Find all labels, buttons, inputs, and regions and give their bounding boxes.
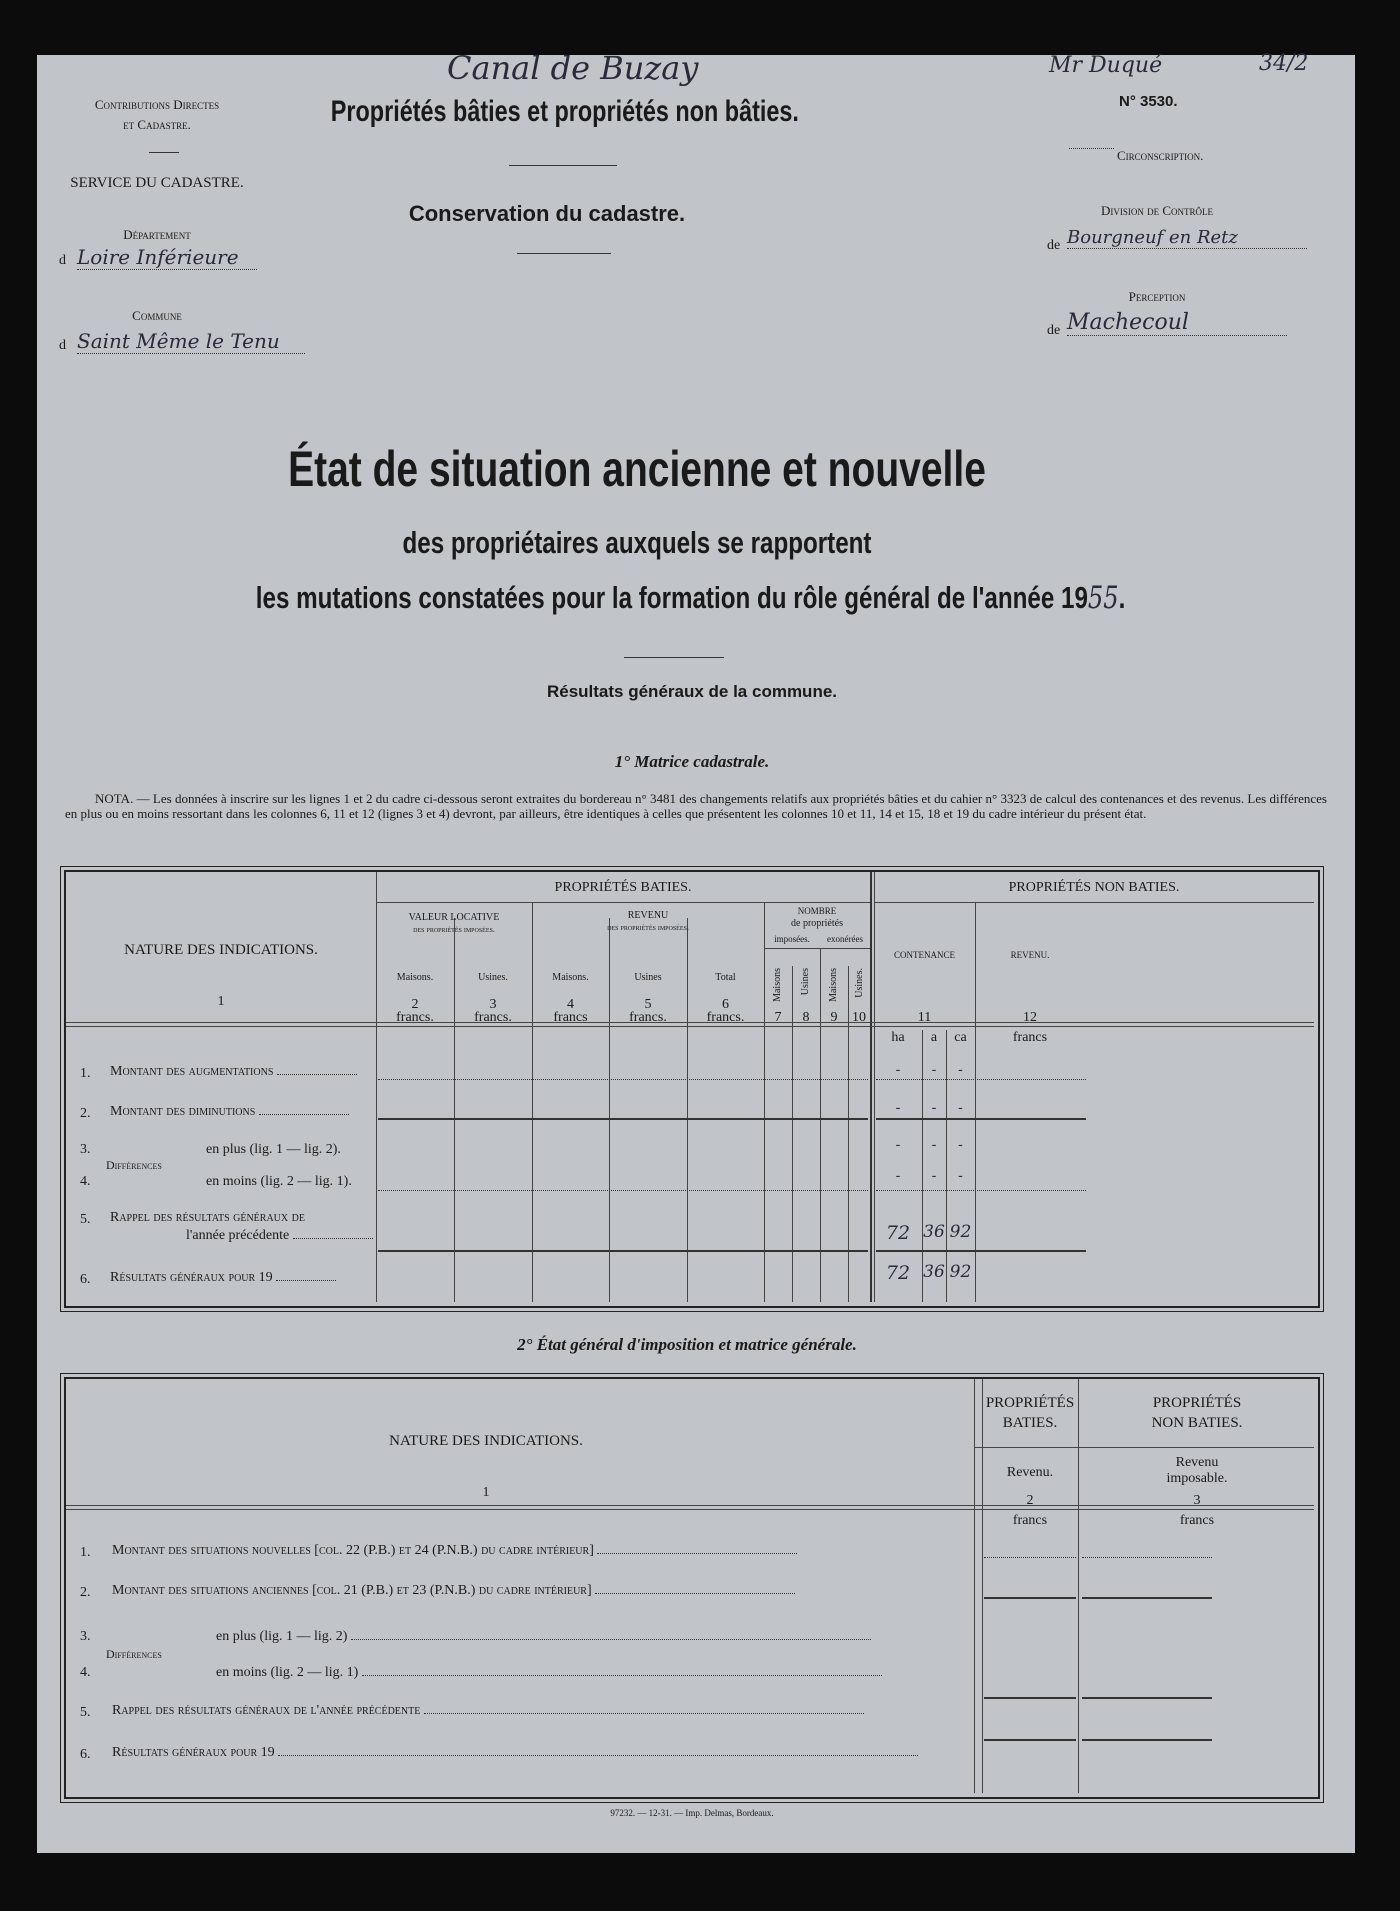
- nombre-sub: de propriétés: [791, 918, 843, 929]
- col11-num: 11: [917, 1010, 932, 1025]
- nombre-header: NOMBRE: [797, 906, 837, 916]
- row1-label: [110, 1064, 357, 1080]
- r3-ha: -: [895, 1137, 901, 1153]
- s2-col1-num: 1: [482, 1485, 490, 1500]
- col2-num: 2: [411, 997, 419, 1012]
- r2-ca: -: [958, 1100, 963, 1116]
- row6-text: Résultats généraux pour 19: [110, 1270, 273, 1285]
- col8-num: 8: [802, 1010, 810, 1025]
- col3-unit: francs.: [474, 1010, 512, 1025]
- col1-num: 1: [217, 994, 225, 1009]
- valeur-header: VALEUR LOCATIVE: [408, 912, 500, 923]
- document-header-title: Propriétés bâties et propriétés non bâties.: [330, 95, 799, 128]
- s2-row1-text: Montant des situations nouvelles [col. 22 (P.B.) et 24 (P.N.B.) du cadre intérieur]: [112, 1543, 594, 1558]
- r3-ca: -: [958, 1137, 963, 1153]
- commune-prefix: d: [59, 338, 66, 353]
- s2-row3-num: 3.: [80, 1629, 91, 1644]
- r5-ca: 92: [949, 1222, 972, 1242]
- col11-unit-ha: ha: [891, 1030, 905, 1045]
- perception-label: Perception: [1128, 289, 1186, 304]
- col12-unit: francs: [1012, 1030, 1048, 1045]
- s2-diff-label: Différences: [106, 1647, 162, 1661]
- col7-num: 7: [774, 1010, 782, 1025]
- perception-prefix: de: [1047, 323, 1061, 338]
- departement-label: Département: [123, 227, 191, 242]
- document-page: [37, 49, 1355, 1853]
- col2-label: Maisons.: [396, 972, 434, 983]
- row2-num: 2.: [80, 1106, 91, 1121]
- row6-label: [110, 1270, 336, 1286]
- r4-ca: -: [958, 1168, 963, 1184]
- col5-label: Usines: [634, 972, 662, 983]
- col2-unit: francs.: [396, 1010, 434, 1025]
- r1-ca: -: [958, 1062, 963, 1078]
- valeur-sub: des propriétés imposées.: [413, 925, 495, 934]
- main-title-wrap: [137, 440, 1137, 498]
- col5-unit: francs.: [629, 1010, 667, 1025]
- commune-label: Commune: [132, 308, 182, 323]
- departement-prefix: d: [59, 253, 66, 268]
- divider: [509, 165, 617, 166]
- center-title-wrap: [267, 95, 847, 129]
- s2-row3-text: en plus (lig. 1 — lig. 2): [216, 1629, 348, 1644]
- s2-col1-header: NATURE DES INDICATIONS.: [389, 1433, 583, 1449]
- division-prefix: de: [1047, 238, 1061, 253]
- r1-ha: -: [895, 1062, 901, 1078]
- printer-footer: 97232. — 12-31. — Imp. Delmas, Bordeaux.: [610, 1808, 774, 1818]
- s2-pb-sub: Revenu.: [1006, 1465, 1054, 1480]
- revenu-pnb-header: REVENU.: [1010, 950, 1050, 960]
- row3-text: en plus (lig. 1 — lig. 2).: [206, 1142, 341, 1157]
- r1-a: -: [931, 1062, 937, 1078]
- row5-text2: l'année précédente: [186, 1228, 290, 1243]
- perception-value: Machecoul: [1067, 310, 1287, 336]
- row5-text: Rappel des résultats généraux de: [110, 1210, 305, 1225]
- handwritten-canal: Canal de Buzay: [447, 49, 699, 87]
- col4-label: Maisons.: [552, 972, 589, 983]
- row2-text: Montant des diminutions: [110, 1104, 256, 1119]
- r6-ha: 72: [885, 1262, 911, 1284]
- pb-header: PROPRIÉTÉS BATIES.: [554, 880, 692, 895]
- conservation-title: Conservation du cadastre.: [408, 201, 686, 226]
- s2-row5-num: 5.: [80, 1705, 91, 1720]
- row5-num: 5.: [80, 1212, 91, 1227]
- r2-a: -: [931, 1100, 937, 1116]
- divider: [624, 657, 724, 658]
- r5-a: 36: [923, 1222, 945, 1242]
- pnb-header: PROPRIÉTÉS NON BATIES.: [1008, 880, 1180, 895]
- division-label: Division de Contrôle: [1100, 203, 1214, 218]
- divider: [149, 152, 179, 153]
- row2-label: [110, 1104, 349, 1120]
- s2-row6-num: 6.: [80, 1747, 91, 1762]
- diff-label: Différences: [106, 1158, 162, 1172]
- r4-ha: -: [895, 1168, 901, 1184]
- administration-name: Contributions Directes: [94, 97, 220, 112]
- main-title: État de situation ancienne et nouvelle: [288, 441, 986, 497]
- col11-unit-ca: ca: [954, 1030, 967, 1045]
- col9-num: 9: [830, 1010, 838, 1025]
- col3-label: Usines.: [478, 972, 508, 983]
- revenu-header: REVENU: [627, 910, 669, 921]
- s2-row3-label: [216, 1629, 871, 1645]
- circonscription-label: Circonscription.: [1117, 148, 1204, 163]
- s2-row4-num: 4.: [80, 1665, 91, 1680]
- s2-pnb-unit: francs: [1179, 1513, 1215, 1528]
- service-label: SERVICE DU CADASTRE.: [70, 175, 244, 191]
- col6-unit: francs.: [706, 1010, 745, 1025]
- col10-label: Usines.: [854, 968, 865, 998]
- imposees-label: imposées.: [774, 934, 810, 944]
- s2-row5-text: Rappel des résultats généraux de l'année précédente: [112, 1703, 421, 1718]
- s2-row4-text: en moins (lig. 2 — lig. 1): [216, 1665, 359, 1680]
- s2-pb-unit: francs: [1012, 1513, 1048, 1528]
- row5-label2: [186, 1228, 373, 1244]
- s2-pnb-sub: Revenu imposable.: [1166, 1455, 1228, 1486]
- divider: [517, 253, 611, 254]
- row1-text: Montant des augmentations: [110, 1064, 274, 1079]
- r4-a: -: [931, 1168, 937, 1184]
- s2-row6-text: Résultats généraux pour 19: [112, 1745, 275, 1760]
- col6-label: Total: [715, 972, 736, 983]
- main-subtitle-2: les mutations constatées pour la formation du rôle général de l'année 19: [255, 580, 1088, 615]
- col4-unit: francs: [553, 1010, 588, 1025]
- section2-title: 2° État général d'imposition et matrice générale.: [517, 1335, 857, 1354]
- s2-row6-label: [112, 1745, 918, 1761]
- revenu-sub: des propriétés imposées.: [607, 923, 689, 932]
- r3-a: -: [931, 1137, 937, 1153]
- year-handwritten: 55: [1087, 580, 1119, 616]
- s2-row2-num: 2.: [80, 1585, 91, 1600]
- form-number: N° 3530.: [1119, 93, 1178, 110]
- s2-pb-header: PROPRIÉTÉS BATIES.: [985, 1395, 1075, 1431]
- r5-ha: 72: [885, 1222, 911, 1244]
- row1-num: 1.: [80, 1066, 91, 1081]
- r6-ca: 92: [949, 1262, 972, 1282]
- contenance-header: CONTENANCE: [894, 950, 955, 960]
- col4-num: 4: [567, 997, 574, 1012]
- handwritten-number: 34/2: [1259, 51, 1309, 76]
- s2-row4-label: [216, 1665, 882, 1681]
- col8-label: Usines: [800, 968, 811, 996]
- col12-num: 12: [1023, 1010, 1037, 1025]
- col11-unit-a: a: [930, 1030, 938, 1045]
- r2-ha: -: [895, 1100, 901, 1116]
- section1-title: 1° Matrice cadastrale.: [614, 752, 770, 771]
- header-left-block: [77, 95, 237, 135]
- matrice-table: [64, 870, 1320, 1308]
- handwritten-name: Mr Duqué: [1049, 53, 1163, 78]
- commune-value: Saint Même le Tenu: [77, 329, 305, 354]
- col7-label: Maisons: [772, 968, 783, 1002]
- title-period: .: [1118, 580, 1126, 615]
- dotted-line: [1069, 148, 1114, 149]
- row3-num: 3.: [80, 1142, 91, 1157]
- administration-sub: et Cadastre.: [123, 117, 191, 132]
- r6-a: 36: [923, 1262, 945, 1282]
- s2-pnb-num: 3: [1193, 1493, 1201, 1508]
- main-subtitle-wrap: [237, 525, 1037, 561]
- row6-num: 6.: [80, 1272, 91, 1287]
- col6-num: 6: [722, 997, 729, 1012]
- main-subtitle: des propriétaires auxquels se rapportent: [402, 525, 872, 560]
- exonerees-label: exonérées: [827, 934, 863, 944]
- main-subtitle2-wrap: [137, 580, 1217, 616]
- s2-row1-label: [112, 1543, 797, 1559]
- row4-text: en moins (lig. 2 — lig. 1).: [206, 1174, 352, 1189]
- col9-label: Maisons: [828, 968, 839, 1002]
- division-value: Bourgneuf en Retz: [1067, 227, 1307, 249]
- s2-row2-text: Montant des situations anciennes [col. 21 (P.B.) et 23 (P.N.B.) du cadre intérieur]: [112, 1583, 592, 1598]
- nota-text: NOTA. — Les données à inscrire sur les lignes 1 et 2 du cadre ci-dessous seront extraites du bordereau n° 3481 des changements relatifs aux propriétés bâties et du cahier n° 3323 de calcul des contenances et des revenus. Les différences en plus ou en moins ressortant dans les colonnes 6, 11 et 12 (lignes 3 et 4) devront, par ailleurs, être identiques à celles que présentent les colonnes 10 et 11, 14 et 15, 18 et 19 du cadre intérieur du présent état.: [65, 791, 1327, 821]
- s2-row1-num: 1.: [80, 1545, 91, 1560]
- results-title: Résultats généraux de la commune.: [546, 682, 838, 701]
- departement-value: Loire Inférieure: [77, 245, 257, 270]
- col1-header: NATURE DES INDICATIONS.: [124, 942, 318, 958]
- s2-row5-label: [112, 1703, 864, 1719]
- imposition-table: [64, 1377, 1320, 1799]
- col5-num: 5: [644, 997, 652, 1012]
- s2-pb-num: 2: [1026, 1493, 1034, 1508]
- s2-pnb-header: PROPRIÉTÉS NON BATIES.: [1151, 1395, 1243, 1431]
- col3-num: 3: [489, 997, 497, 1012]
- col10-num: 10: [852, 1010, 866, 1025]
- s2-row2-label: [112, 1583, 795, 1599]
- row4-num: 4.: [80, 1174, 91, 1189]
